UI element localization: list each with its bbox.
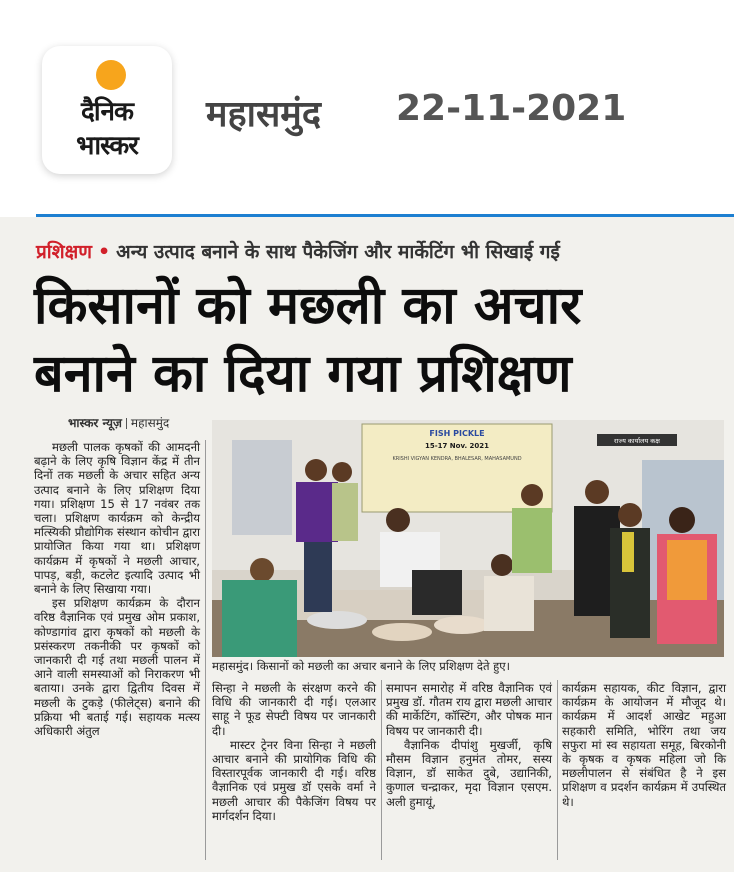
svg-text:KRISHI VIGYAN KENDRA, BHALESAR: KRISHI VIGYAN KENDRA, BHALESAR, MAHASAMUND	[392, 456, 522, 462]
byline-source: भास्कर न्यूज़	[68, 416, 122, 430]
edition-city: महासमुंद	[206, 94, 321, 135]
article-column-3	[386, 681, 552, 809]
svg-text:15-17 Nov. 2021: 15-17 Nov. 2021	[424, 442, 490, 450]
dainik-bhaskar-logo[interactable]	[42, 46, 172, 174]
logo-line-1: दैनिक	[81, 97, 133, 127]
training-photo-illustration	[212, 420, 724, 657]
byline-separator	[126, 418, 127, 429]
kicker-tag: प्रशिक्षण	[36, 241, 93, 263]
paragraph: कार्यक्रम सहायक, कीट विज्ञान, द्वारा कार्यक्रम के आयोजन में मौजूद थे। कार्यक्रम में आदर्श आखेट महुआ सहकारी समिति, भोरिंग तथा जय सफुरा मां स्व सहायता समूह, बिरकोनी के कृषक व कृषक महिला जो कि मछलीपालन से संबंधित है ने इस प्रशिक्षण व प्रदर्शन कार्यक्रम में उपस्थित थे।	[562, 681, 726, 809]
article-photo[interactable]	[212, 420, 724, 657]
column-divider	[381, 680, 382, 860]
edition-date: 22-11-2021	[396, 88, 627, 129]
sun-icon	[96, 60, 126, 90]
paragraph: मास्टर ट्रेनर विना सिन्हा ने मछली आचार बनाने की प्रायोगिक विधि की विस्तारपूर्वक जानकारी दी गई। वरिष्ठ वैज्ञानिक एवं प्रमुख डॉ एसके वर्मा ने मछली आचार की पैकेजिंग विषय पर मार्गदर्शन दिया।	[212, 737, 376, 823]
headline-line-1: किसानों को मछली का अचार	[34, 276, 582, 336]
column-divider	[205, 440, 206, 860]
paragraph: मछली पालक कृषकों की आमदनी बढ़ाने के लिए कृषि विज्ञान केंद्र में तीन दिनों तक मछली के अचार सहित अन्य उत्पाद बनाने के लिए प्रशिक्षण दिया गया। प्रशिक्षण 15 से 17 नवंबर तक चला। प्रशिक्षण कार्यक्रम को केन्द्रीय मत्स्यिकी प्रौद्योगिक संस्थान कोचीन द्वारा प्रायोजित किया गया था। प्रशिक्षण कार्यक्रम में कृषकों ने मछली आचार, पापड़, बड़ी, कटलेट इत्यादि उत्पाद भी बनाने के लिए सिखाया गया।	[34, 440, 200, 597]
photo-caption: महासमुंद। किसानों को मछली का अचार बनाने के लिए प्रशिक्षण देते हुए।	[212, 659, 510, 673]
paragraph: समापन समारोह में वरिष्ठ वैज्ञानिक एवं प्रमुख डॉ. गौतम राय द्वारा मछली आचार की मार्केटिंग, कॉस्टिंग, और पोषक मान विषय पर जानकारी दी।	[386, 681, 552, 738]
bullet-icon: •	[98, 241, 111, 263]
logo-line-2: भास्कर	[76, 131, 138, 161]
paragraph: सिन्हा ने मछली के संरक्षण करने की विधि की जानकारी दी गई। एलआर साहू ने फूड सेफ्टी विषय पर जानकारी दी।	[212, 681, 376, 738]
article-headline	[34, 272, 581, 408]
headline-line-2: बनाने का दिया गया प्रशिक्षण	[34, 344, 572, 404]
paragraph: वैज्ञानिक दीपांशु मुखर्जी, कृषि मौसम विज्ञान हनुमंत तोमर, सस्य विज्ञान, डॉ साकेत दुबे, उद्यानिकी, कुणाल चन्द्राकर, मृदा विज्ञान एसएम. अली हुमायूं,	[386, 737, 552, 809]
byline-place: महासमुंद	[130, 416, 170, 430]
article-column-1	[34, 440, 200, 738]
column-divider	[557, 680, 558, 860]
article-column-2	[212, 681, 376, 823]
byline	[68, 414, 169, 431]
kicker-text: अन्य उत्पाद बनाने के साथ पैकेजिंग और मार्केटिंग भी सिखाई गई	[116, 241, 560, 263]
article-kicker	[36, 238, 560, 264]
article-column-4	[562, 681, 726, 809]
paragraph: इस प्रशिक्षण कार्यक्रम के दौरान वरिष्ठ वैज्ञानिक एवं प्रमुख ओम प्रकाश, कोण्डागांव द्वारा कृषकों को मछली के प्रसंस्करण तकनीकी पर कृषकों को जानकारी दी गई तथा मछली पालन में आने वाली समस्याओं को निराकरण भी बताया। उनके द्वारा द्वितीय दिवस में मछली के टुकड़े (फीलेट्स) बनाने की प्रक्रिया भी बताई गई। सहायक मत्स्य अधिकारी अंतुल	[34, 596, 200, 739]
svg-text:FISH PICKLE: FISH PICKLE	[429, 429, 485, 438]
masthead-header	[0, 0, 734, 215]
svg-text:राज्य कार्यालय कक्ष: राज्य कार्यालय कक्ष	[614, 437, 660, 445]
